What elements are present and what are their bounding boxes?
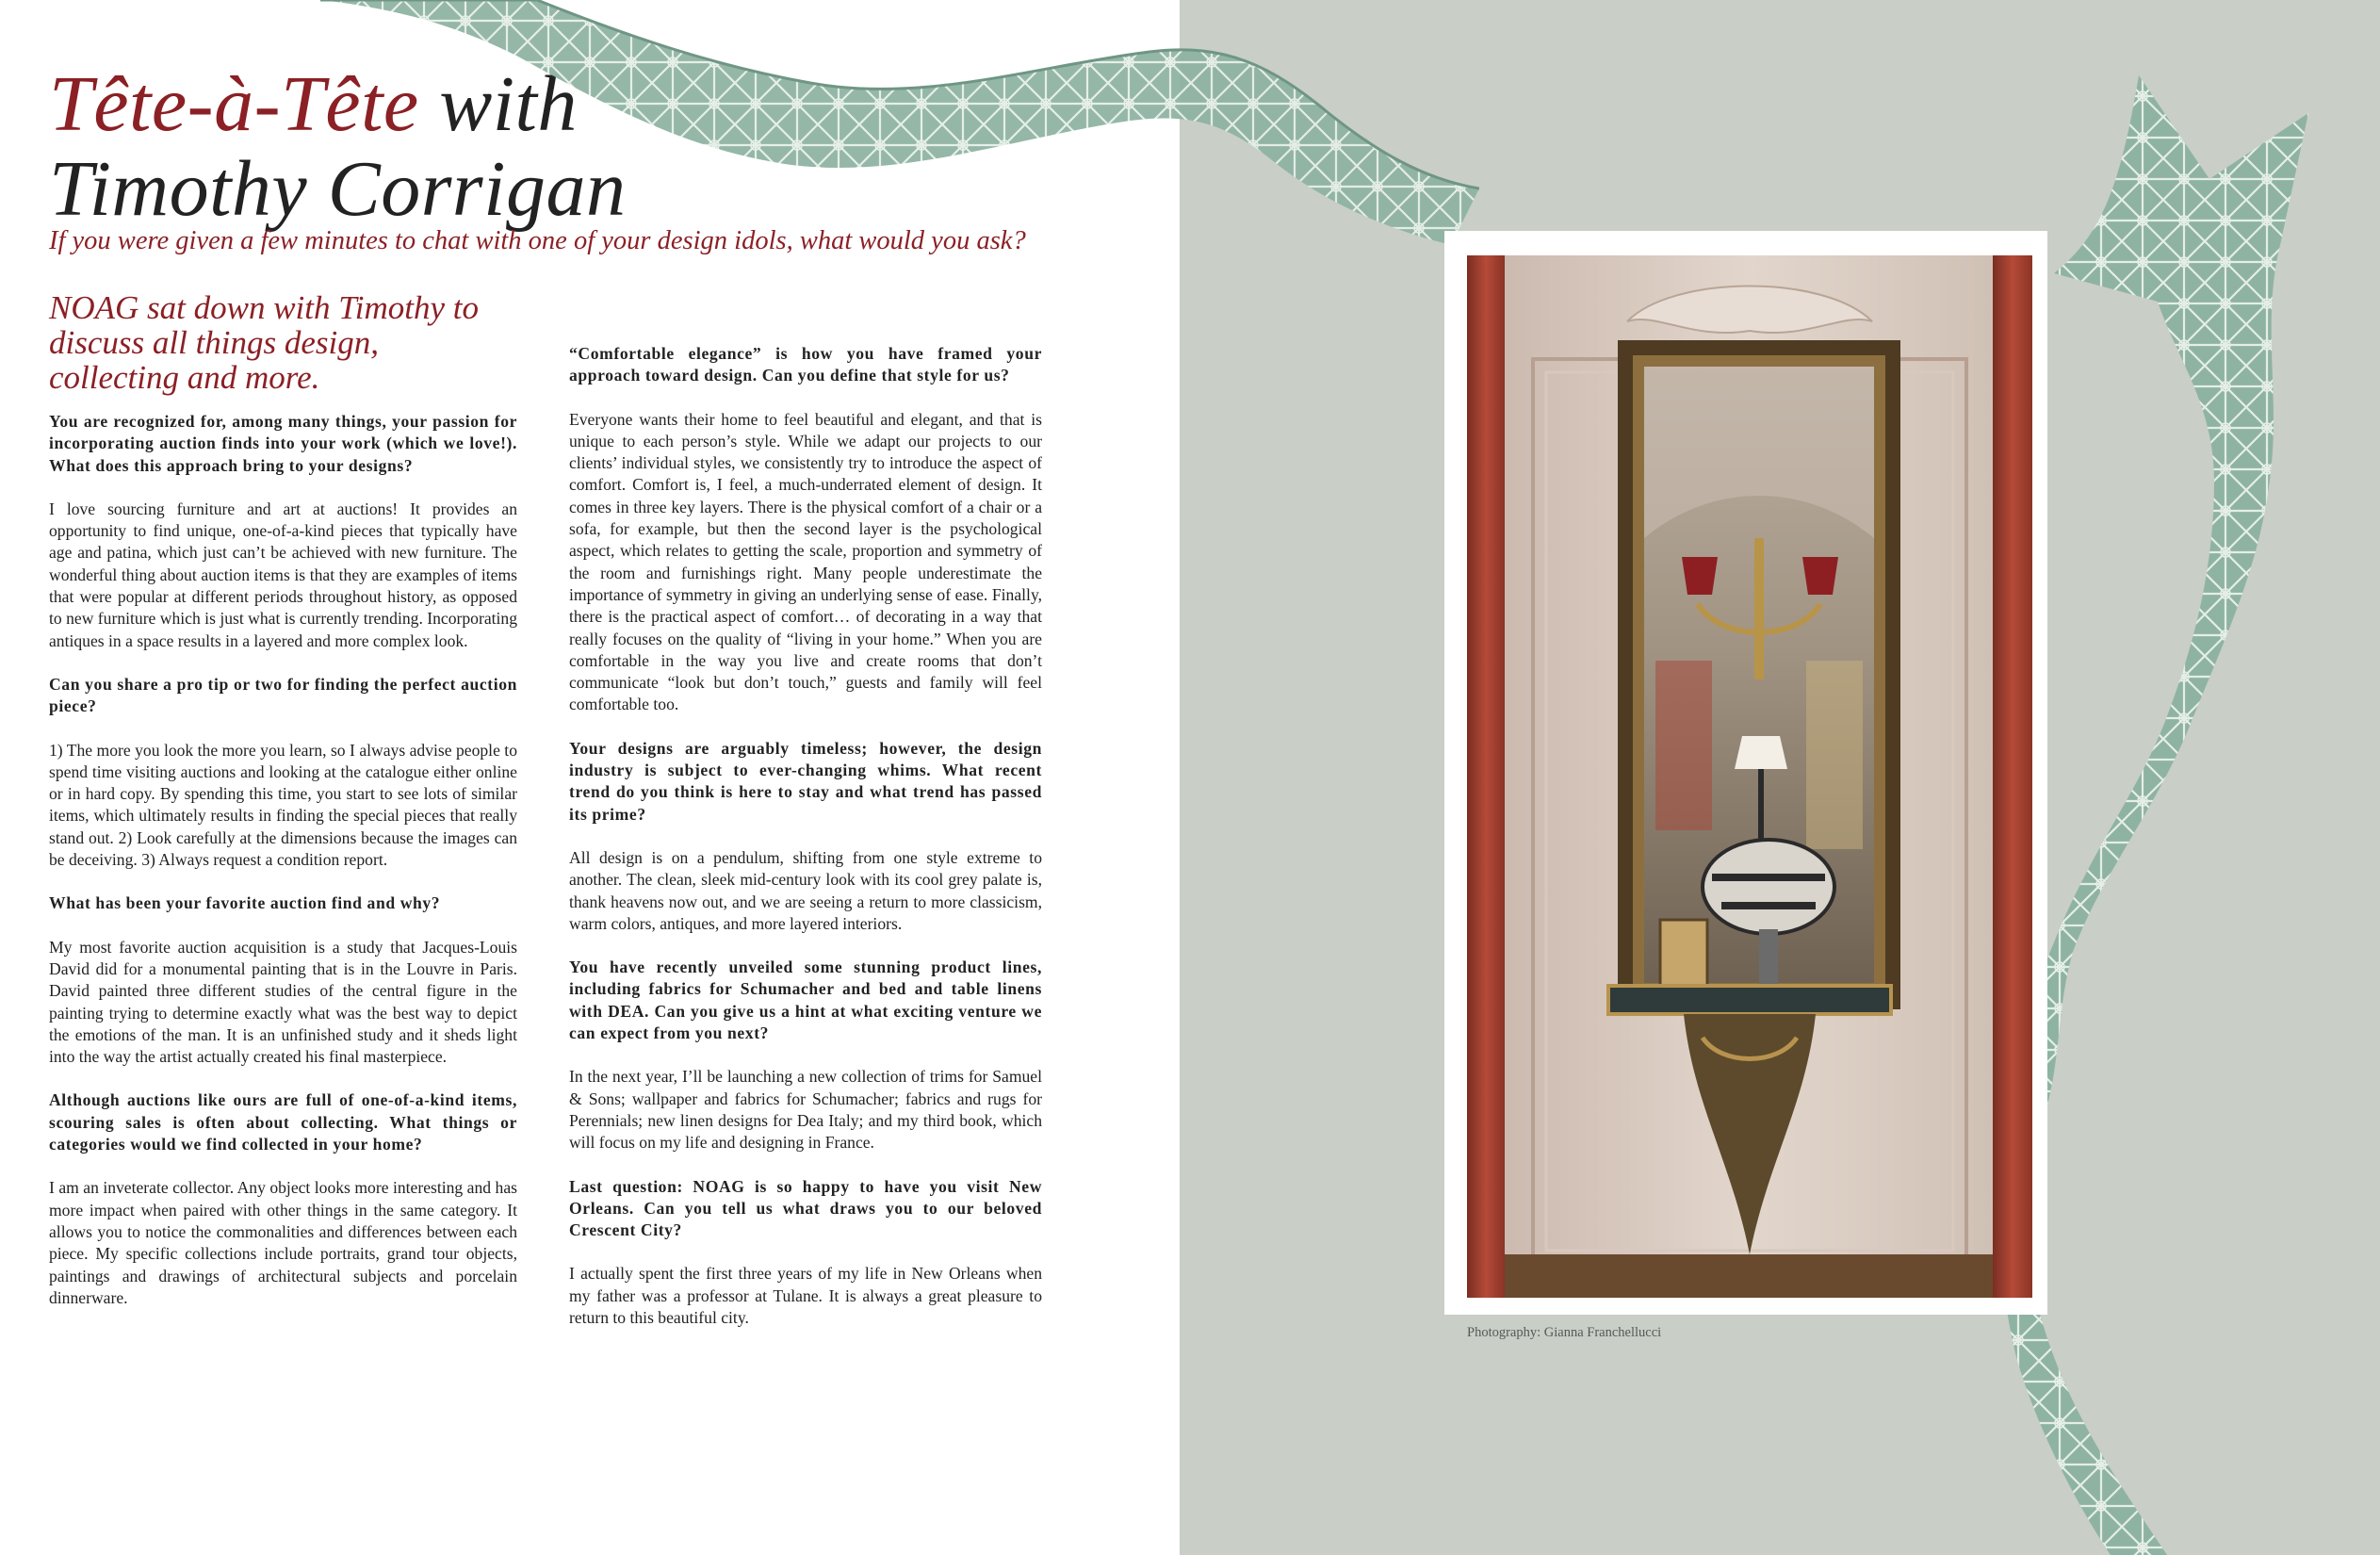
question: You have recently unveiled some stunning product lines, including fabrics for Schumacher and bed and table linens with DEA. Can you give us a hint at what exciting venture we can expect from you next? [569,958,1042,1043]
answer: I actually spent the first three years of my life in New Orleans when my father was a professor at Tulane. It is always a great pleasure to return to this beautiful city. [569,1264,1042,1327]
answer: In the next year, I’ll be launching a new collection of trims for Samuel & Sons; wallpaper and fabrics for Schumacher; fabrics and rugs for Perennials; new linen designs for Dea Italy; and my third book, which will focus on my life and designing in France. [569,1067,1042,1153]
decorative-ribbon-right [1997,75,2380,1555]
answer: My most favorite auction acquisition is a study that Jacques-Louis David did for a monumental painting that is in the Louvre in Paris. David painted three different studies of the central figure in the painting trying to determine exactly what was the best way to depict the emotions of the man. It is an unfinished study and it sheds light into the way the artist actually created his final masterpiece. [49,937,517,1067]
question: “Comfortable elegance” is how you have framed your approach toward design. Can you define that style for us? [569,344,1042,385]
question: Can you share a pro tip or two for finding the perfect auction piece? [49,674,517,716]
photo-credit: Photography: Gianna Franchellucci [1467,1325,1662,1340]
article-lede: NOAG sat down with Timothy to discuss all things design, collecting and more. [49,289,480,396]
question: What has been your favorite auction find and why? [49,893,441,913]
question: You are recognized for, among many things, your passion for incorporating auction finds into your work (which we love!). What does this approach bring to your designs? [49,412,517,475]
article-subtitle: If you were given a few minutes to chat with one of your design idols, what would you ask? [49,226,1026,255]
text-column-2 [569,343,1042,1350]
answer: I am an inveterate collector. Any object looks more interesting and has more impact when paired with other things in the same category. It allows you to notice the commonalities and differences between each piece. My specific collections include portraits, grand tour objects, paintings and drawings of architectural subjects and porcelain dinnerware. [49,1178,517,1307]
answer: Everyone wants their home to feel beautiful and elegant, and that is unique to each person’s style. While we adapt our projects to our clients’ individual styles, we consistently try to introduce the aspect of comfort. Comfort is, I feel, a much-underrated element of design. It comes in three key layers. There is the physical comfort of a chair or a sofa, for example, but then the second layer is the psychological aspect, which relates to getting the scale, proportion and symmetry of the room and furnishings right. Many people underestimate the importance of symmetry in giving an underlying sense of ease. Finally, there is the practical aspect of comfort… of decorating in a way that really focuses on the quality of “living in your home.” When you are comfortable in the way you live and create rooms that don’t communicate “look but don’t touch,” guests and family will feel comfortable too. [569,409,1042,714]
question: Last question: NOAG is so happy to have you visit New Orleans. Can you tell us what draws you to our beloved Crescent City? [569,1176,1042,1240]
question: Although auctions like ours are full of one-of-a-kind items, scouring sales is often about collecting. What things or categories would we find collected in your home? [49,1090,517,1154]
title-name: Timothy Corrigan [49,145,627,233]
question: Your designs are arguably timeless; however, the design industry is subject to ever-changing whims. What recent trend do you think is here to stay and what trend has passed its prime? [569,738,1042,824]
answer: 1) The more you look the more you learn, so I always advise people to spend time visiting auctions and looking at the catalogue either online or in hard copy. By spending this time, you start to see lots of similar items, which ultimately results in finding the special pieces that really stand out. 2) Look carefully at the dimensions because the images can be deceiving. 3) Always request a condition report. [49,740,517,870]
answer: I love sourcing furniture and art at auctions! It provides an opportunity to find unique, one-of-a-kind pieces that typically have age and patina, which just can’t be achieved with new furniture. The wonderful thing about auction items is that they are examples of items that were popular at different periods throughout history, as opposed to new furniture which is just what is currently trending. Incorporating antiques in a space results in a layered and more complex look. [49,499,517,650]
answer: All design is on a pendulum, shifting from one style extreme to another. The clean, sleek mid-century look with its cool grey palate is, thank heavens now out, and we are seeing a return to more classicism, warm colors, antiques, and more layered interiors. [569,847,1042,933]
title-with: with [418,60,578,148]
title-accent: Tête-à-Tête [49,60,419,148]
interior-photo [1467,255,2032,1298]
text-column-1 [49,411,517,1331]
